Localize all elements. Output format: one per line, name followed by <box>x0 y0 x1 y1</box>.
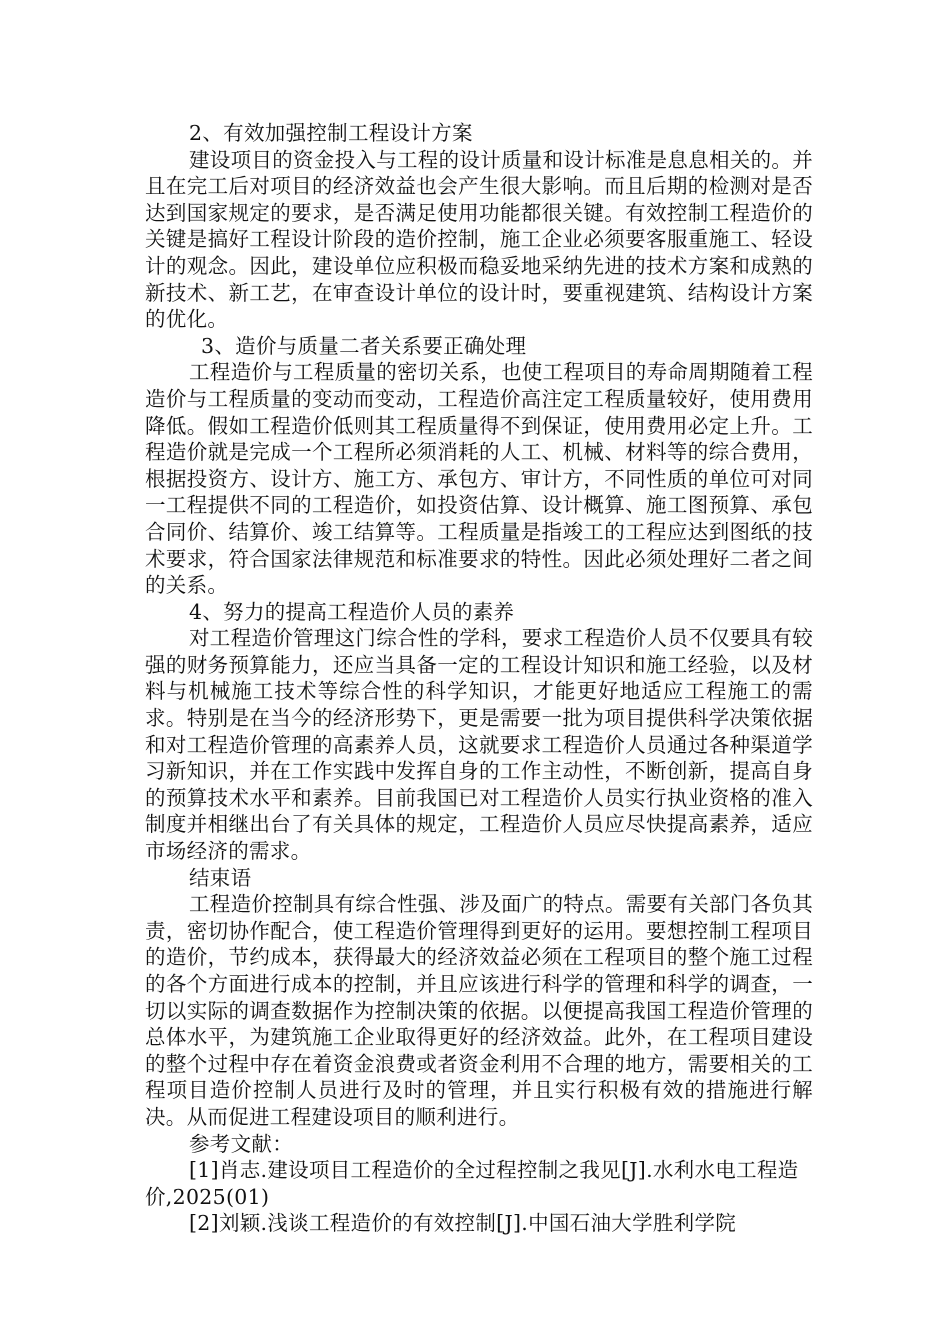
reference-item-2: [2]刘颖.浅谈工程造价的有效控制[J].中国石油大学胜利学院 <box>189 1211 737 1236</box>
section-heading-staff-quality: 4、努力的提高工程造价人员的素养 <box>189 599 515 624</box>
paragraph-cost-quality: 工程造价与工程质量的密切关系，也使工程项目的寿命周期随着工程造价与工程质量的变动而变动，工程造价高注定工程质量较好，使用费用降低。假如工程造价低则其工程质量得不到保证，使用费用必定上升。工程造价就是完成一个工程所必须消耗的人工、机械、材料等的综合费用，根据投资方、设计方、施工方、承包方、审计方，不同性质的单位可对同一工程提供不同的工程造价，如投资估算、设计概算、施工图预算、承包合同价、结算价、竣工结算等。工程质量是指竣工的工程应达到图纸的技术要求，符合国家法律规范和标准要求的特性。因此必须处理好二者之间的关系。 <box>145 360 813 598</box>
section-heading-cost-quality: 3、造价与质量二者关系要正确处理 <box>201 333 527 358</box>
section-heading-conclusion: 结束语 <box>189 865 252 890</box>
document-page <box>145 120 813 1237</box>
section-heading-design-plan: 2、有效加强控制工程设计方案 <box>189 121 473 145</box>
reference-item-1: [1]肖志.建设项目工程造价的全过程控制之我见[J].水利水电工程造价,2025(01) <box>145 1158 799 1209</box>
references-heading: 参考文献： <box>189 1131 293 1156</box>
paragraph-design-plan: 建设项目的资金投入与工程的设计质量和设计标准是息息相关的。并且在完工后对项目的经济效益也会产生很大影响。而且后期的检测对是否达到国家规定的要求，是否满足使用功能都很关键。有效控制工程造价的关键是搞好工程设计阶段的造价控制，施工企业必须要客服重施工、轻设计的观念。因此，建设单位应积极而稳妥地采纳先进的技术方案和成熟的新技术、新工艺，在审查设计单位的设计时，要重视建筑、结构设计方案的优化。 <box>145 147 813 332</box>
paragraph-conclusion: 工程造价控制具有综合性强、涉及面广的特点。需要有关部门各负其责，密切协作配合，使工程造价管理得到更好的运用。要想控制工程项目的造价，节约成本，获得最大的经济效益必须在工程项目的整个施工过程的各个方面进行成本的控制，并且应该进行科学的管理和科学的调查，一切以实际的调查数据作为控制决策的依据。以便提高我国工程造价管理的总体水平，为建筑施工企业取得更好的经济效益。此外，在工程项目建设的整个过程中存在着资金浪费或者资金利用不合理的地方，需要相关的工程项目造价控制人员进行及时的管理，并且实行积极有效的措施进行解决。从而促进工程建设项目的顺利进行。 <box>145 892 813 1129</box>
paragraph-staff-quality: 对工程造价管理这门综合性的学科，要求工程造价人员不仅要具有较强的财务预算能力，还应当具备一定的工程设计知识和施工经验，以及材料与机械施工技术等综合性的科学知识，才能更好地适应工程施工的需求。特别是在当今的经济形势下，更是需要一批为项目提供科学决策依据和对工程造价管理的高素养人员，这就要求工程造价人员通过各种渠道学习新知识，并在工作实践中发挥自身的工作主动性，不断创新，提高自身的预算技术水平和素养。目前我国已对工程造价人员实行执业资格的准入制度并相继出台了有关具体的规定，工程造价人员应尽快提高素养，适应市场经济的需求。 <box>145 626 813 864</box>
